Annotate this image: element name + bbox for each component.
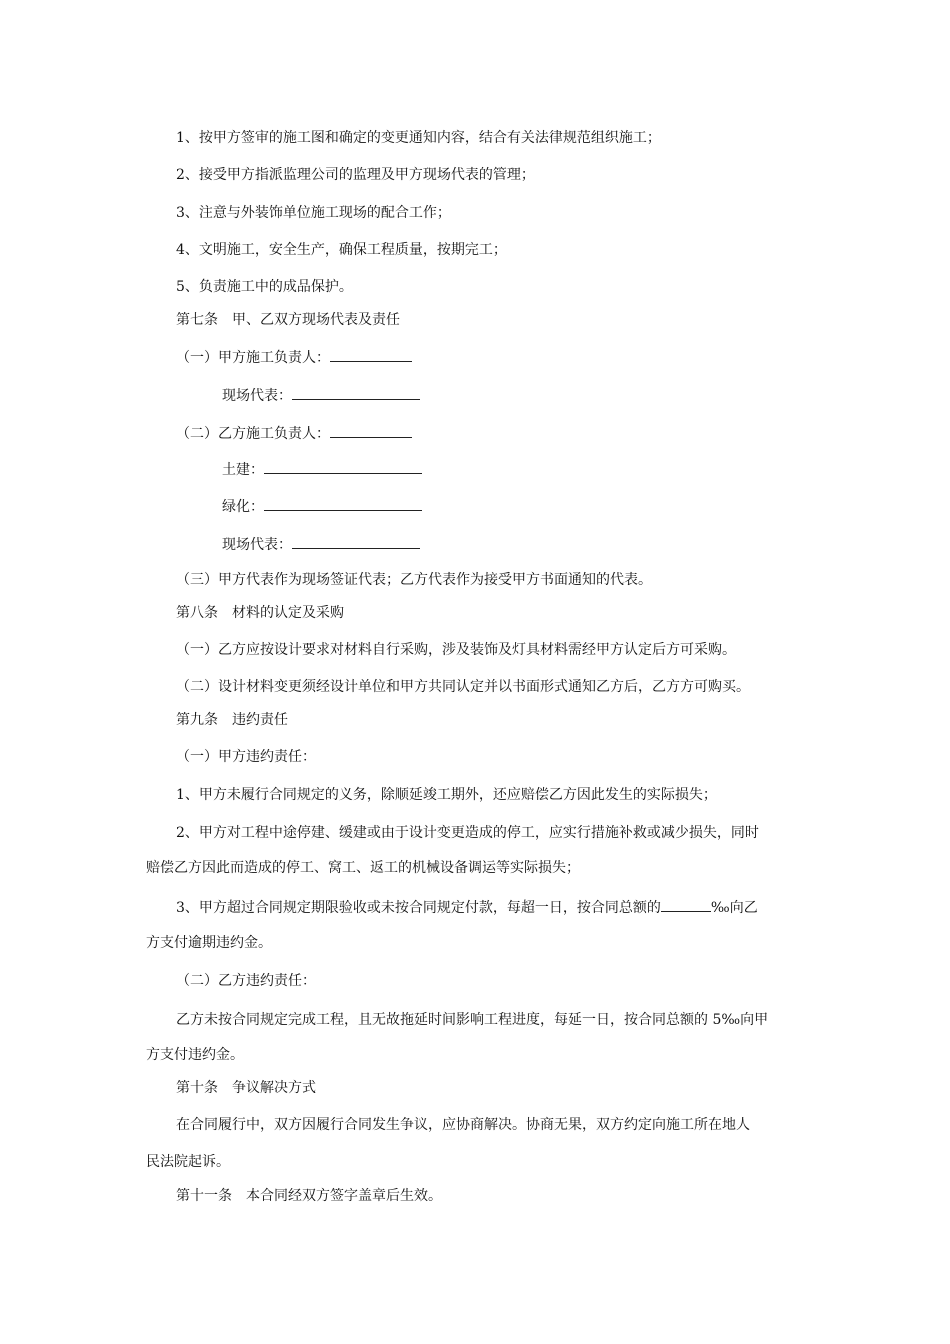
article-8-clause-2: （二）设计材料变更须经设计单位和甲方共同认定并以书面形式通知乙方后，乙方方可购买。 <box>176 679 750 695</box>
party-a-breach-heading: （一）甲方违约责任： <box>176 749 316 765</box>
party-b-rep-label: 现场代表： <box>222 537 292 553</box>
party-a-manager-label: （一）甲方施工负责人： <box>176 350 330 366</box>
article-10-heading: 第十条 争议解决方式 <box>176 1080 316 1096</box>
party-b-manager-blank <box>330 422 412 438</box>
greening-row <box>222 495 422 517</box>
party-a-manager-blank <box>330 346 412 362</box>
obligation-item-4: 4、文明施工，安全生产，确保工程质量，按期完工； <box>176 242 507 258</box>
party-b-breach-line-2: 方支付违约金。 <box>146 1047 244 1063</box>
party-a-breach-item-3-line-2: 方支付逾期违约金。 <box>146 935 272 951</box>
party-a-breach-item-2-line-1: 2、甲方对工程中途停建、缓建或由于设计变更造成的停工，应实行措施补救或减少损失，同时 <box>176 825 759 841</box>
party-b-rep-blank <box>292 533 420 549</box>
late-payment-text-end: ‰向乙 <box>710 900 758 916</box>
party-a-rep-row <box>222 384 420 406</box>
party-a-breach-item-1: 1、甲方未履行合同规定的义务，除顺延竣工期外，还应赔偿乙方因此发生的实际损失； <box>176 787 717 803</box>
civil-row <box>222 458 422 480</box>
party-a-rep-label: 现场代表： <box>222 388 292 404</box>
party-b-breach-line-1: 乙方未按合同规定完成工程，且无故拖延时间影响工程进度，每延一日，按合同总额的 5‰向甲 <box>176 1012 769 1028</box>
dispute-line-2: 民法院起诉。 <box>146 1154 230 1170</box>
party-b-breach-heading: （二）乙方违约责任： <box>176 973 316 989</box>
obligation-item-2: 2、接受甲方指派监理公司的监理及甲方现场代表的管理； <box>176 167 535 183</box>
party-a-manager-row <box>176 346 412 368</box>
late-payment-rate-blank <box>661 898 711 912</box>
civil-blank <box>264 458 422 474</box>
greening-blank <box>264 495 422 511</box>
article-8-clause-1: （一）乙方应按设计要求对材料自行采购，涉及装饰及灯具材料需经甲方认定后方可采购。 <box>176 642 736 658</box>
late-payment-text: 3、甲方超过合同规定期限验收或未按合同规定付款，每超一日，按合同总额的 <box>176 900 661 916</box>
obligation-item-3: 3、注意与外装饰单位施工现场的配合工作； <box>176 205 451 221</box>
article-8-heading: 第八条 材料的认定及采购 <box>176 605 344 621</box>
obligation-item-1: 1、按甲方签审的施工图和确定的变更通知内容，结合有关法律规范组织施工； <box>176 130 661 146</box>
article-7-heading: 第七条 甲、乙双方现场代表及责任 <box>176 312 400 328</box>
article-11-heading: 第十一条 本合同经双方签字盖章后生效。 <box>176 1188 442 1204</box>
party-a-rep-blank <box>292 384 420 400</box>
party-b-rep-row <box>222 533 420 555</box>
dispute-line-1: 在合同履行中，双方因履行合同发生争议，应协商解决。协商无果，双方约定向施工所在地人 <box>176 1117 750 1133</box>
party-b-manager-row <box>176 422 412 444</box>
party-a-breach-item-3-line-1 <box>176 898 758 918</box>
party-a-breach-item-2-line-2: 赔偿乙方因此而造成的停工、窝工、返工的机械设备调运等实际损失； <box>146 860 580 876</box>
greening-label: 绿化： <box>222 499 264 515</box>
representative-roles: （三）甲方代表作为现场签证代表；乙方代表作为接受甲方书面通知的代表。 <box>176 572 652 588</box>
article-9-heading: 第九条 违约责任 <box>176 712 288 728</box>
obligation-item-5: 5、负责施工中的成品保护。 <box>176 279 353 295</box>
civil-label: 土建： <box>222 462 264 478</box>
party-b-manager-label: （二）乙方施工负责人： <box>176 426 330 442</box>
